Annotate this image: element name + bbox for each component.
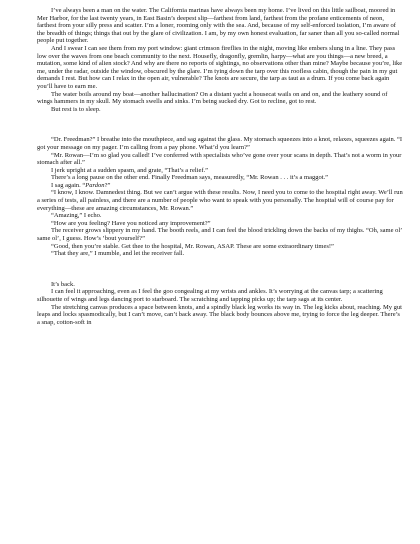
- paragraph: The stretching canvas produces a space between knots, and a spindly black leg works its way in. The leg kicks about, reaching. My gut leaps and locks spasmodically, but I can’t move, can’t back away. The black body bounces above me, trying to force the leg deeper. There’s a snap, cotton-soft in: [37, 303, 402, 326]
- text-run: I sag again. “: [51, 181, 86, 189]
- italic-word: Pardon: [85, 181, 105, 189]
- text-run: ?”: [104, 181, 111, 189]
- paragraph: But rest is to sleep.: [51, 105, 101, 113]
- paragraph: The water boils around my boat—another hallucination? On a distant yacht a housecat wails on and on, and the leathery sound of wings hammers in my skull. My stomach swells and sinks. I’m being sucked dry. Got to recline, got to rest.: [37, 90, 388, 106]
- paragraph: And I swear I can see them from my port window: giant crimson fireflies in the night, moving like embers slung in a line. They pass low over the waves from one beach community to the next. Housefly, dragonfly, gremlin, harpy—what are you things—a new breed, a mutation, some kind of alien stock? And why are there no reports of sightings, no observations other than mine? Maybe because you’re, like me, under the radar, outside the window, obscured by the glare. I’m tying down the tarp over this roofless cabin, though the pain in my gut demands I rest. But how can I relax in the open air, vulnerable? The knots are secure, the tarp as taut as a drum. If you come back again you’ll have to earn me.: [37, 44, 403, 90]
- paragraph: I jerk upright at a sudden spasm, and grate, “That’s a relief.”: [51, 166, 209, 174]
- paragraph: The receiver grows slippery in my hand. The booth reels, and I can feel the blood trickling down the backs of my thighs. “Oh, same ol’ same ol’, I guess. How’s ’bout yourself?”: [37, 227, 402, 243]
- paragraph: It’s back.: [51, 280, 75, 288]
- paragraph: I’ve always been a man on the water. The California marinas have always been my home. I’ve lived on this little sailboat, moored in Mer Harbor, for the last twenty years, in East Basin’s deepest slip—farthest from land, farthest from the profane enticements of neon, farthest from your silly press and scatter. I’m a loner, rooming only with the sea. And, because of my self-enforced isolation, I’m aware of the breadth of things; things that out by the glare of civilization. I am, by my own honest evaluation, far saner than all you so-called normal people put together.: [37, 7, 400, 45]
- paragraph: “Amazing,” I echo.: [51, 212, 102, 220]
- paragraph: “Dr. Freedman?” I breathe into the mouthpiece, and sag against the glass. My stomach squeezes into a knot, relaxes, squeezes again. “I got your message on my pager. I’m calling from a pay phone. What’d you learn?”: [37, 136, 403, 151]
- paragraph: “Mr. Rowan—I’m so glad you called! I’ve conferred with specialists who’ve gone over your scans in depth. That’s not a worm in your stomach after all.”: [37, 151, 402, 167]
- paragraph: “That they are,” I mumble, and let the receiver fall.: [51, 250, 185, 258]
- paragraph: [37, 182, 404, 190]
- paragraph: “Good, then you’re stable. Get thee to the hospital, Mr. Rowan, ASAP. These are some extraordinary times!”: [51, 242, 334, 250]
- paragraph: I can feel it approaching, even as I feel the goo congealing at my wrists and ankles. It’s worrying at the canvas tarp; a scattering silhouette of wings and legs dancing port to starboard. The scratching and tapping picks up; the tarp sags at its center.: [37, 288, 383, 303]
- paragraph: There’s a long pause on the other end. Finally Freedman says, measuredly, “Mr. Rowan . . . it’s a maggot.”: [51, 174, 329, 182]
- paragraph: “I know, I know. Damnedest thing. But we can’t argue with these results. Now, I need you to come to the hospital right away. We’ll run a series of tests, all painless, and there are a number of people who want to speak with you personally. The hospital will of course pay for everything—these are amazing circumstances, Mr. Rowan.”: [37, 189, 403, 212]
- paragraph: “How are you feeling? Have you noticed any improvement?”: [51, 219, 211, 227]
